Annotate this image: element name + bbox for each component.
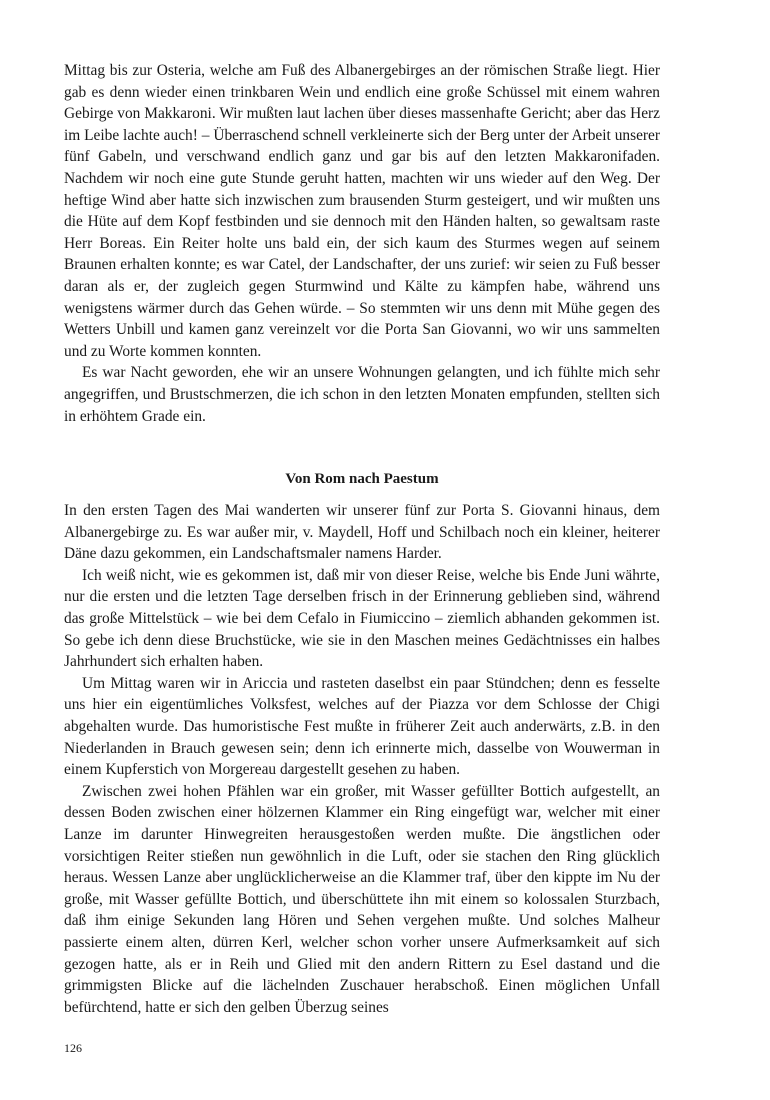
body-paragraph: Ich weiß nicht, wie es gekommen ist, daß mir von dieser Reise, welche bis Ende Juni währte, nur die ersten und die letzten Tage derselben frisch in der Erinnerung geblieben sind, während das große Mittelstück – wie bei dem Cefalo in Fiumiccino – ziemlich abhanden gekommen ist. So gebe ich denn diese Bruchstücke, wie sie in den Maschen meines Gedächtnisses ein halbes Jahrhundert sich erhalten haben. [64,566,660,671]
body-paragraph: Um Mittag waren wir in Ariccia und rasteten daselbst ein paar Stündchen; denn es fesselte uns hier ein eigentümliches Volksfest, welches auf der Piazza vor dem Schlosse der Chigi abgehalten wurde. Das humoristische Fest mußte in früherer Zeit auch anderwärts, z.B. in den Niederlanden in Brauch gewesen sein; denn ich erinnerte mich, dasselbe von Wouwerman in einem Kupferstich von Morgereau dargestellt gesehen zu haben. [64,674,660,779]
section-heading: Von Rom nach Paestum [285,471,439,488]
body-paragraph: Zwischen zwei hohen Pfählen war ein großer, mit Wasser gefüllter Bottich aufgestellt, an dessen Boden zwischen einer hölzernen Klammer ein Ring eingefügt war, welcher mit einer Lanze im darunter Hinwegreiten herausgestoßen werden mußte. Die ängstlichen oder vorsichtigen Reiter stießen nun gewöhnlich in die Luft, oder sie stachen den Ring glücklich heraus. Wessen Lanze aber unglücklicherweise an die Klammer traf, über den kippte im Nu der große, mit Wasser gefüllte Bottich, und überschüttete ihn mit einem so kolossalen Sturzbach, daß ihm einige Sekunden lang Hören und Sehen vergehen mußte. Und solches Malheur passierte einem alten, dürren Kerl, welcher schon vorher unsere Aufmerksamkeit auf sich gezogen hatte, als er in Reih und Glied mit den andern Rittern zu Esel dastand und die grimmigsten Blicke auf die lächelnden Zuschauer herabschoß. Einen möglichen Unfall befürchtend, hatte er sich den gelben Überzug seines [64,782,660,1016]
body-paragraph: Es war Nacht geworden, ehe wir an unsere Wohnungen gelangten, und ich fühlte mich sehr angegriffen, und Brustschmerzen, die ich schon in den letzten Monaten empfunden, stellten sich in erhöhtem Grade ein. [64,364,660,425]
body-paragraph: In den ersten Tagen des Mai wanderten wir unserer fünf zur Porta S. Giovanni hinaus, dem Albanergebirge zu. Es war außer mir, v. Maydell, Hoff und Schilbach noch ein kleiner, heiterer Däne dazu gekommen, ein Landschaftsmaler namens Harder. [64,502,660,563]
body-paragraph: Mittag bis zur Osteria, welche am Fuß des Albanergebirges an der römischen Straße liegt. Hier gab es denn wieder einen trinkbaren Wein und endlich eine große Schüssel mit einem wahren Gebirge von Makkaroni. Wir mußten laut lachen über dieses massenhafte Gericht; aber das Herz im Leibe lachte auch! – Überraschend schnell verkleinerte sich der Berg unter der Arbeit unserer fünf Gabeln, und verschwand endlich ganz und gar bis auf den letzten Makkaronifaden. Nachdem wir noch eine gute Stunde geruht hatten, machten wir uns wieder auf den Weg. Der heftige Wind aber hatte sich inzwischen zum brausenden Sturm gesteigert, und wir mußten uns die Hüte auf dem Kopf festbinden und sie dennoch mit den Händen halten, so gewaltsam raste Herr Boreas. Ein Reiter holte uns bald ein, der sich kaum des Sturmes wegen auf seinem Braunen erhalten konnte; es war Catel, der Landschafter, der uns zurief: wir seien zu Fuß besser daran als er, der zugleich gegen Sturmwind und Kälte zu kämpfen habe, während uns wenigstens wärmer durch das Gehen würde. – So stemmten wir uns denn mit Mühe gegen des Wetters Unbill und kamen ganz vereinzelt vor die Porta San Giovanni, wo wir uns sammelten und zu Worte kommen konnten. [64,62,660,360]
page-body [64,60,660,1018]
page-number: 126 [64,1041,82,1055]
